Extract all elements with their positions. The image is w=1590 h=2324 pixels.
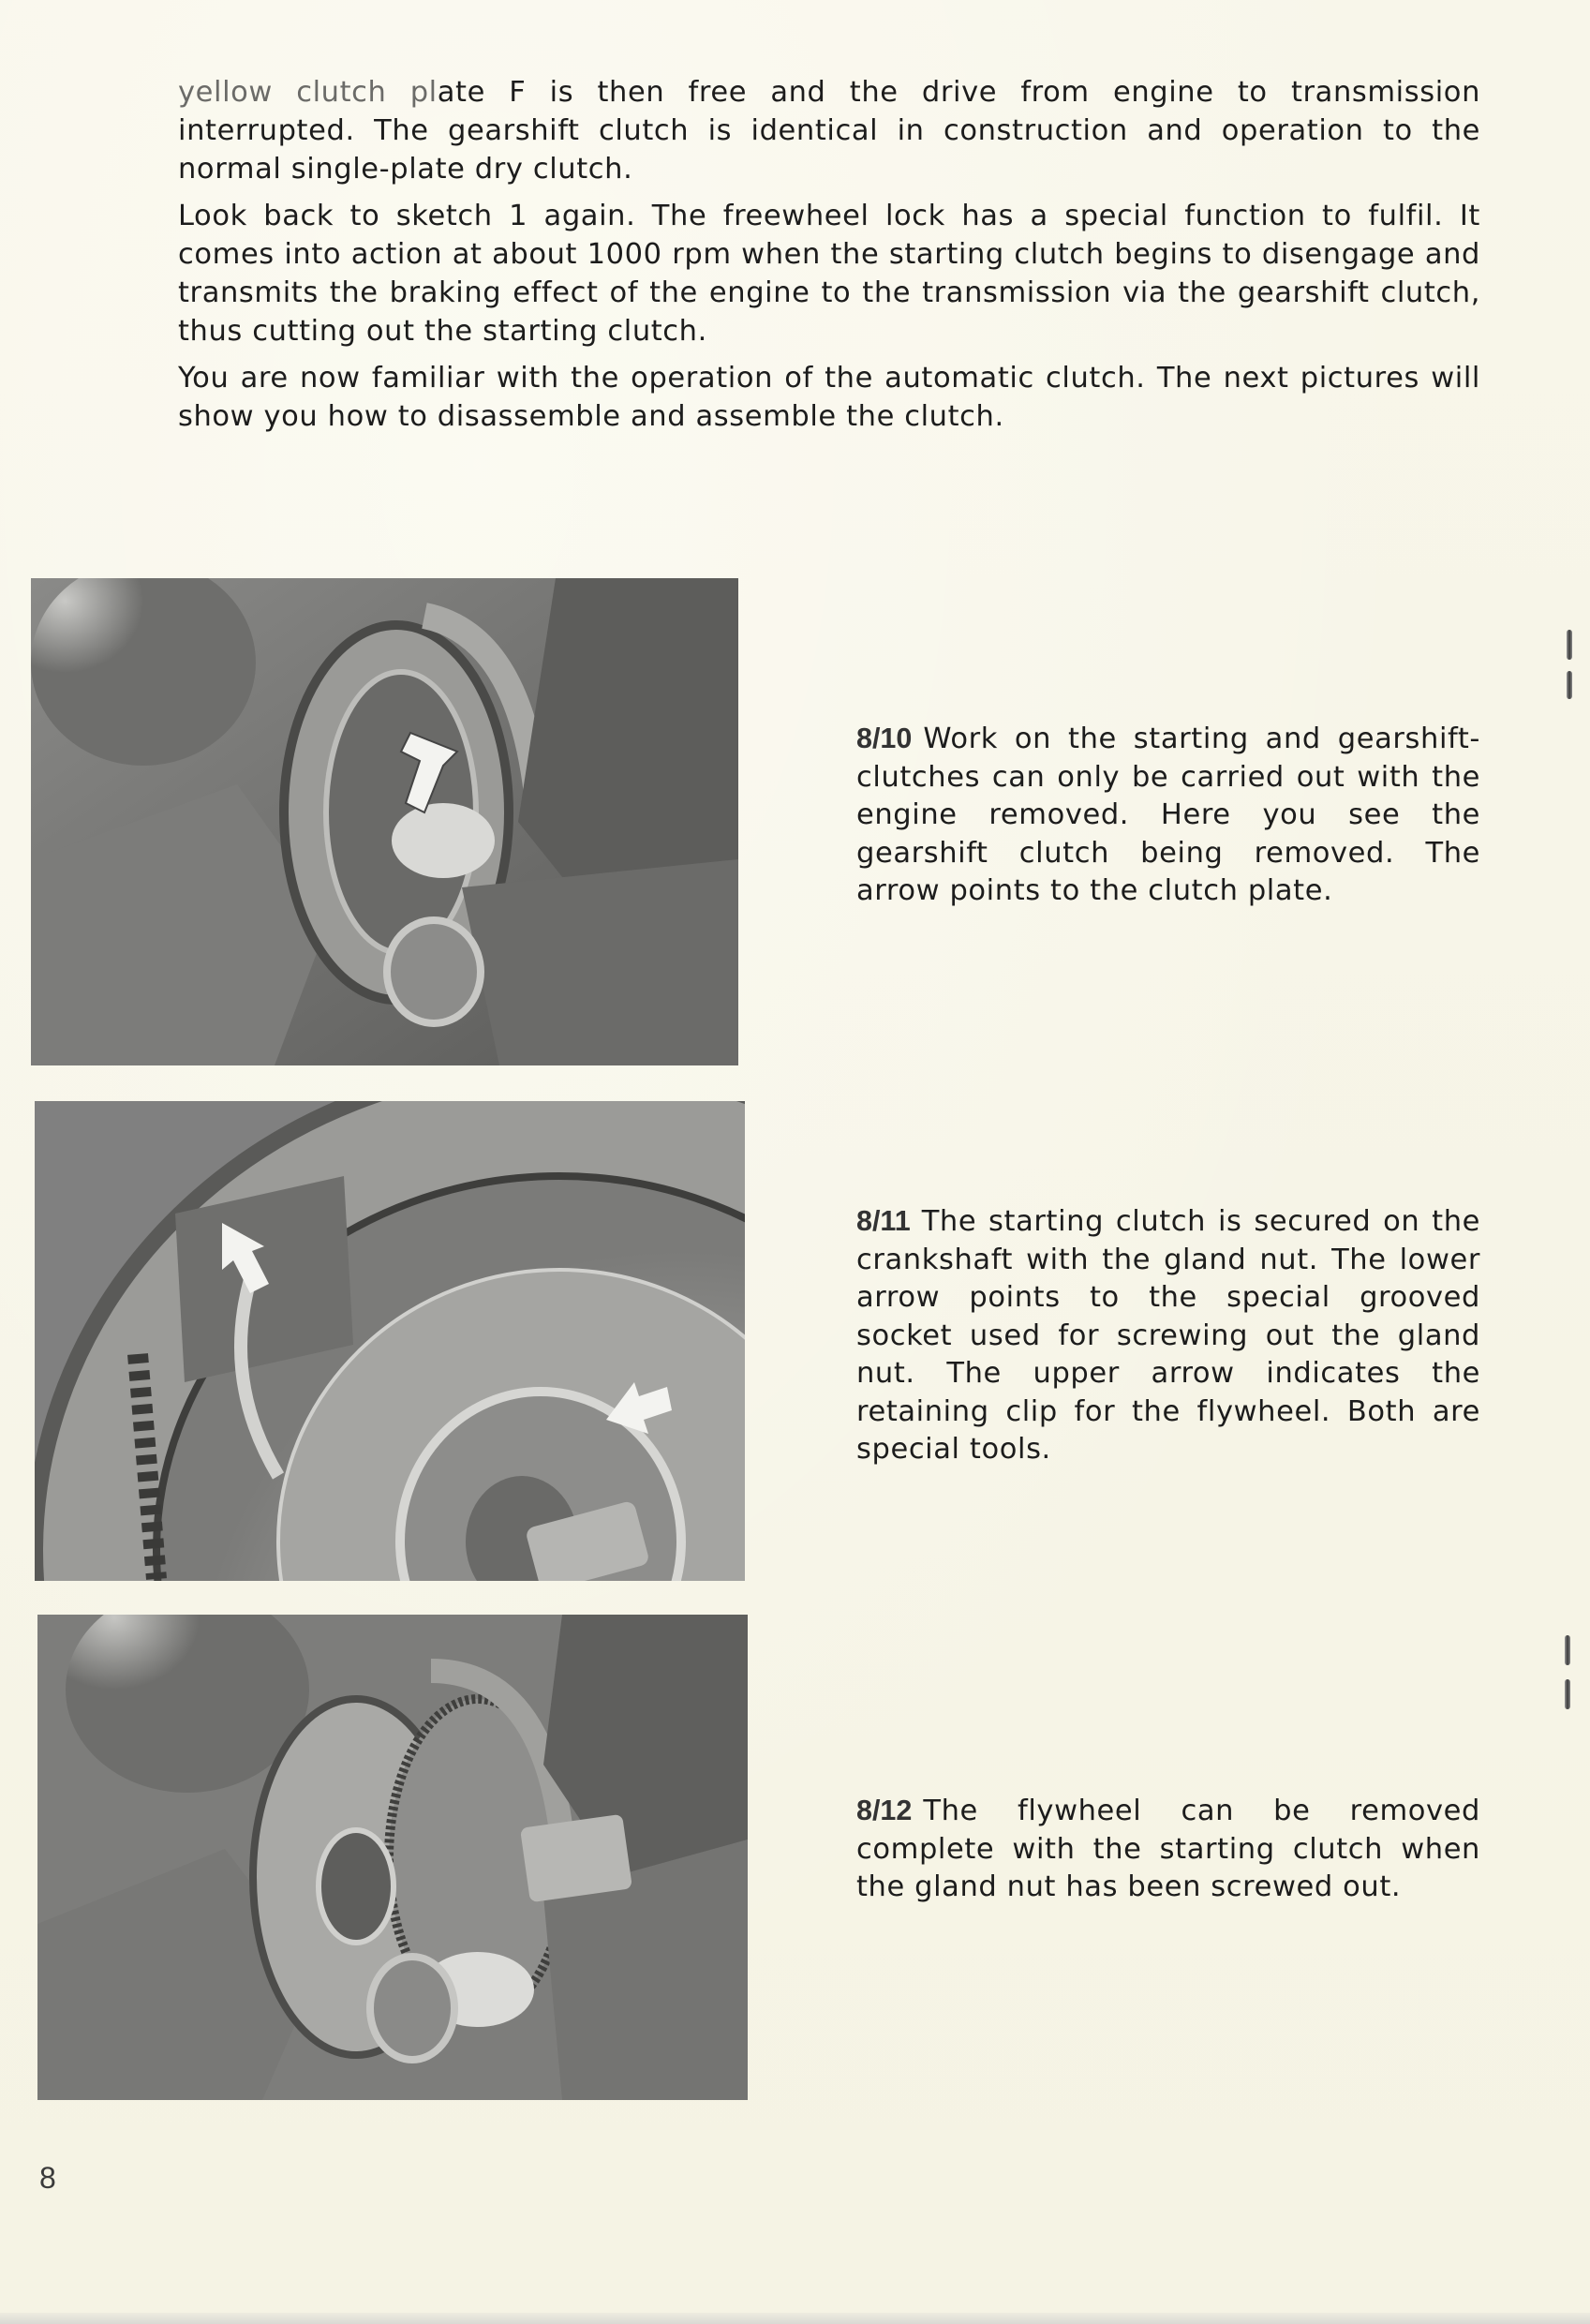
flywheel-closeup-photo [35,1101,745,1581]
figure-number: 8/12 [856,1795,913,1826]
intro-paragraph: Look back to sketch 1 again. The freewheel lock has a special function to fulfil. It comes into action at about 1000 rpm when the starting clutch begins to disengage and transmits the braking effect of the engine to the transmission via the gearshift clutch, thus cutting out the starting clutch. [178,200,1480,348]
engine-clutch-photo [31,578,738,1065]
intro-text [178,73,1480,444]
staple [1567,630,1572,660]
intro-paragraph: You are now familiar with the operation of the automatic clutch. The next pictures will show you how to disassemble and assemble the clutch. [178,362,1480,433]
figure-number: 8/11 [856,1205,911,1237]
staple [1565,1679,1570,1709]
flywheel-removal-photo [37,1615,748,2100]
figure-photo-8-10 [31,578,738,1065]
figure-caption-8-12: 8/12 The flywheel can be removed complete with the starting clutch when the gland nut has been screwed out. [856,1795,1480,1903]
figure-caption-8-10: 8/10 Work on the starting and gearshift-clutches can only be carried out with the engine removed. Here you see the gearshift clutch being removed. The arrow points to the clutch plate. [856,723,1480,907]
page-number: 8 [39,2161,56,2195]
figure-photo-8-11 [35,1101,745,1581]
staple [1567,671,1572,699]
figure-caption-8-11: 8/11 The starting clutch is secured on the crankshaft with the gland nut. The lower arrow points to the special grooved socket used for screwing out the gland nut. The upper arrow indicates the retaining clip for the flywheel. Both are special tools. [856,1205,1480,1466]
figure-number: 8/10 [856,723,913,754]
staple [1565,1635,1570,1665]
faded-text: yellow clutch pl [178,76,438,109]
figure-photo-8-12 [37,1615,748,2100]
intro-paragraph: yellow clutch plate F is then free and the drive from engine to transmission interrupted. The gearshift clutch is identical in construction and operation to the normal single-plate dry clutch. [178,76,1480,186]
page-edge [0,2313,1590,2324]
